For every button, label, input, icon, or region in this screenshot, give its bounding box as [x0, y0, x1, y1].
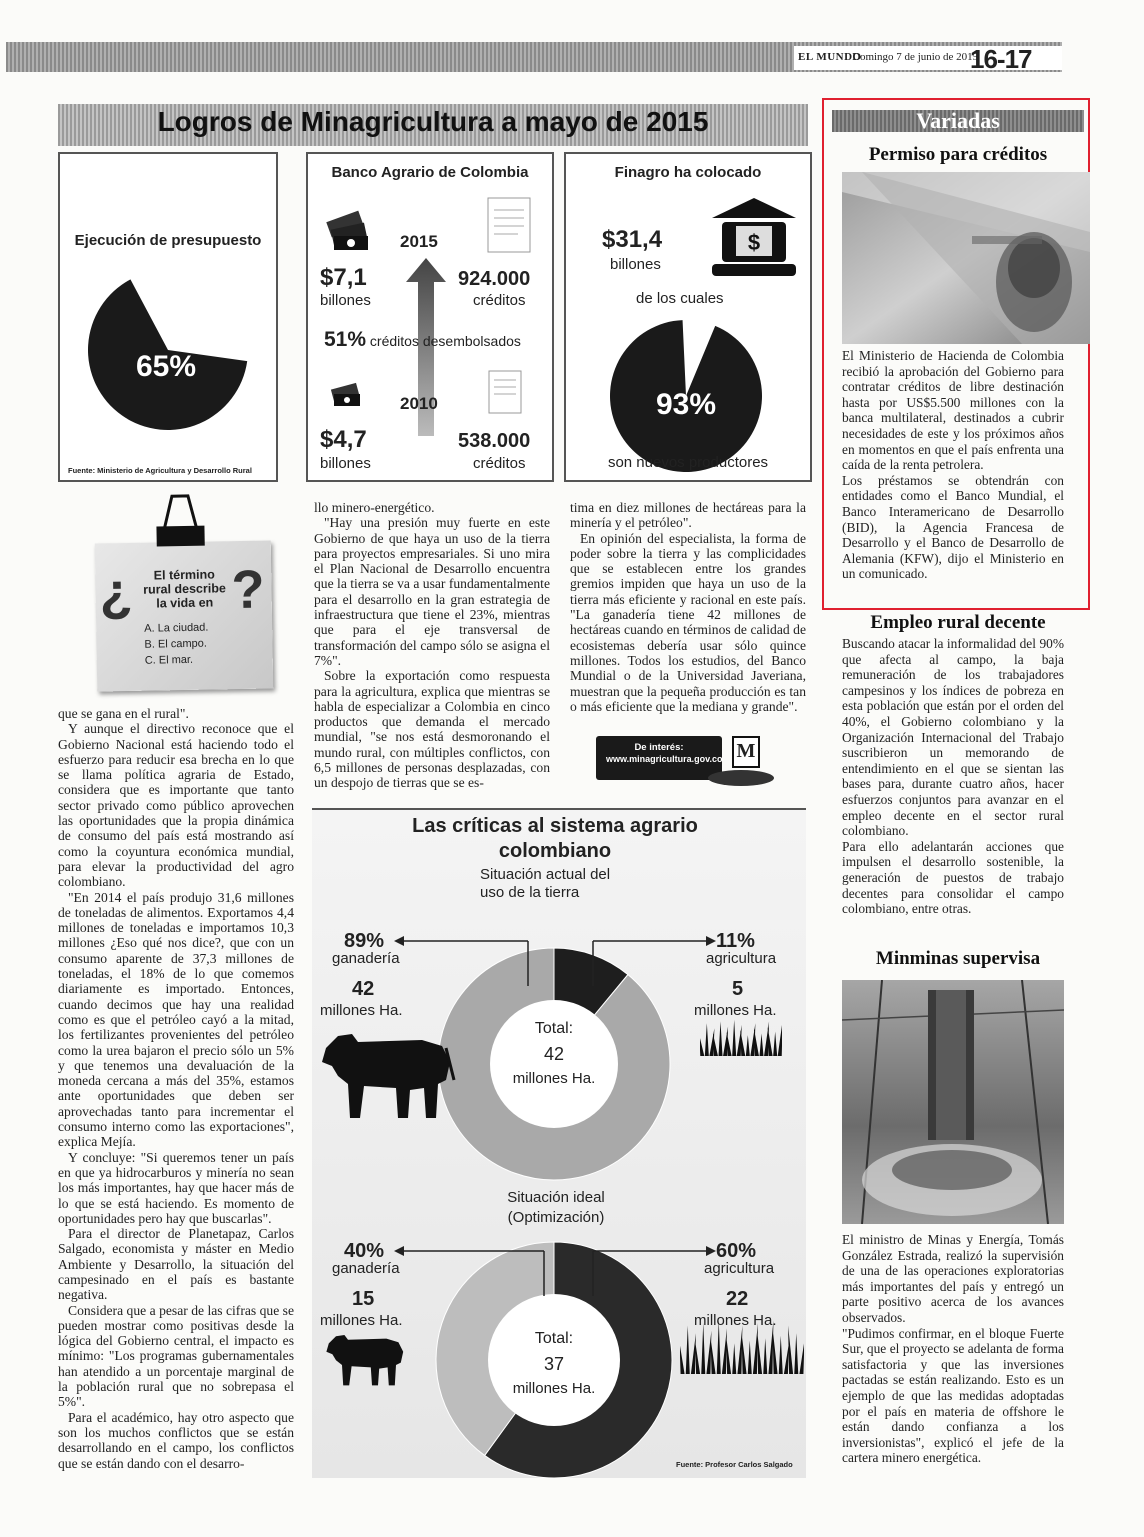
quiz-option-c: C. El mar. [144, 653, 194, 667]
chart1-left-unit: millones Ha. [320, 1002, 403, 1019]
interest-box [596, 736, 780, 788]
col1-paragraph: "En 2014 el país produjo 31,6 millones de toneladas de alimentos. Exportamos 4,4 millones de toneladas e importamos 10,3 millones ¿Eso qué nos dice?, que con un consumo aparente de 37,3 millones de toneladas, el 18% de lo que comemos diariamente es importado. Entonces, cuando decimos que hay una realidad como es que el petróleo cayó a la mitad, los fertilizantes provenientes del petróleo como la urea bajaron el precio sólo un 5% y que tenemos una devaluación de la moneda cercana a más del 35%, estamos ante oportunidades que deben ser aprovechadas tanto para incrementar el consumo interno como las exportaciones", explica Mejía. [58, 889, 294, 1150]
col2-paragraph: "Hay una presión muy fuerte en este Gobierno de que haya un uso de la tierra para proyectos empresariales. Si uno mira el Plan Nacional de Desarrollo encuentra que la tierra se va a usar fundamentalmente para el desarrollo en la gran estrategia de infraestructura que tiene el 23%, mientras que para el eje transversal de transformación del campo sólo se asigna el 7%". [314, 515, 550, 668]
chart2-left-name: ganadería [332, 1260, 400, 1277]
chart1-left-name: ganadería [332, 950, 400, 967]
col2-paragraph: llo minero-energético. [314, 500, 435, 515]
col3-paragraph: tima en diez millones de hectáreas para la minería y el petróleo". [570, 500, 806, 531]
banco-agrario-title: Banco Agrario de Colombia [331, 164, 529, 181]
story2-body [842, 636, 1064, 917]
chart2-center-unit: millones Ha. [512, 1380, 596, 1397]
grass-icon-large [680, 1318, 804, 1374]
interest-oval [708, 770, 774, 786]
story2-paragraph: Para ello adelantarán acciones que impulsen el desarrollo sostenible, la generación de puestos de trabajo decentes para consolidar el campo colombiano, entre otras. [842, 838, 1064, 917]
document-icon-small [486, 368, 526, 418]
chart1-right-name: agricultura [706, 950, 777, 967]
chart2-right-amount: 22 [726, 1288, 749, 1310]
story1-paragraph: Los préstamos se obtendrán con entidades como el Banco Mundial, el Banco Interamericano de Desarrollo (BID), la Agencia Francesa de Desarrollo y el Banco de Desarrollo de Alemania (KFW), dijo el Ministerio en un comunicado. [842, 472, 1064, 582]
story1-photo [842, 172, 1090, 344]
money-icon [324, 208, 372, 256]
budget-value: 65% [135, 350, 197, 383]
grass-icon [700, 1018, 782, 1056]
svg-text:$: $ [747, 230, 761, 255]
amount-2015: $7,1 [320, 264, 367, 291]
interest-label: De interés: [634, 742, 684, 753]
col1-paragraph: Y concluye: "Si queremos tener un país en que ya hidrocarburos y minería no sean los más importantes, hay que hacer más de lo que se está haciendo. Es momento de oportunidades pero hay que buscarlas". [58, 1149, 294, 1226]
header-info [794, 44, 1062, 74]
story2-paragraph: Buscando atacar la informalidad del 90% que afecta al campo, la baja remuneración de los trabajadores campesinos y los índices de pobreza en esta población que están por el orden del 40%, el Gobierno colombiano y la Organización Internacional del Trabajo suscribieron un memorando de entendimiento en el que se sientan las bases para, durante cuatro años, hacer esfuerzos conjuntos para avanzar en el empleo decente en el sector rural colombiano. [842, 636, 1064, 839]
year-2015: 2015 [400, 232, 438, 251]
chart2-right-unit: millones Ha. [694, 1312, 777, 1329]
story1-title: Permiso para créditos [868, 144, 1048, 165]
col1-paragraph: Para el académico, hay otro aspecto que son los muchos conflictos que se están desarrollando en el campo, los conflictos que se están dando con el desarro- [58, 1409, 294, 1471]
chart1-center-unit: millones Ha. [512, 1070, 596, 1087]
article-column-1 [58, 706, 294, 1471]
disbursed-row [324, 328, 521, 352]
finagro-amount-unit: billones [610, 256, 661, 273]
budget-source: Fuente: Ministerio de Agricultura y Desarrollo Rural [68, 466, 252, 475]
cow-icon-small [324, 1330, 408, 1388]
chart1-right-amount: 5 [732, 978, 744, 1000]
story3-body [842, 1232, 1064, 1466]
paper-name: EL MUNDO [798, 51, 862, 63]
chart2-title: Situación ideal (Optimización) [507, 1189, 605, 1226]
money-icon-small [330, 380, 364, 410]
interest-logo: M [732, 736, 760, 768]
col2-paragraph: Sobre la exportación como respuesta para la agricultura, explica que mientras se habla de especializar a Colombia en cinco productos que demanda el mercado mundial, "se nos está desmoronando el mundo rural, con múltiples conflictos, con 6,5 millones de personas desplazadas, con un despojo de tierras que se es- [314, 668, 550, 791]
amount-2010: $4,7 [320, 426, 367, 453]
budget-panel [58, 152, 278, 482]
cow-icon [318, 1026, 458, 1122]
criticas-source: Fuente: Profesor Carlos Salgado [676, 1460, 793, 1469]
col1-paragraph: Y aunque el directivo reconoce que el Gobierno Nacional está haciendo todo el esfuerzo para reducir esa brecha en lo que se llama política agraria de Estado, considera que es importante que tanto sector privado como público aprovechen las oportunidades que la propia dinámica de consumo del país está mostrando así como la coyuntura económica mundial, para elevar la productividad del agro colombiano. [58, 721, 294, 890]
finagro-title: Finagro ha colocado [614, 164, 762, 181]
interest-url[interactable]: www.minagricultura.gov.co [606, 754, 723, 764]
page-numbers: 16-17 [970, 44, 1032, 74]
finagro-value: 93% [655, 388, 717, 421]
finagro-of-which: de los cuales [636, 290, 724, 307]
chart1-center-label: Total: [534, 1020, 574, 1037]
header-date: Domingo 7 de junio de 2015 [852, 51, 979, 63]
amount-2015-unit: billones [320, 292, 371, 309]
year-2010: 2010 [400, 394, 438, 413]
document-icon [484, 194, 536, 256]
story2-title: Empleo rural decente [870, 612, 1046, 633]
chart1-left-pct: 89% [344, 930, 385, 952]
clip-icon [152, 492, 209, 557]
col1-paragraph: que se gana en el rural". [58, 706, 189, 721]
chart2-left-amount: 15 [352, 1288, 375, 1310]
chart2-left-pct: 40% [344, 1240, 385, 1262]
chart1-right-pct: 11% [716, 930, 755, 952]
chart1-left-amount: 42 [352, 978, 375, 1000]
quiz-open-mark: ¿ [99, 561, 134, 623]
col3-paragraph: En opinión del especialista, la forma de poder sobre la tierra y las complicidades que se establecen entre los grandes gremios impiden que haya un uso de la tierra más eficiente y racional en este país. "La ganadería tiene 42 millones de hectáreas cuando en términos de calidad de ecosistemas debería usar sólo quince millones. Todos los estudios, del Banco Mundial o de la Universidad Javeriana, muestran que la pequeña producción es tan o más eficiente que la mediana y grande". [570, 530, 806, 714]
disbursed-label: créditos desembolsados [369, 333, 521, 349]
budget-title: Ejecución de presupuesto [74, 232, 262, 249]
quiz-option-b: B. El campo. [144, 637, 207, 651]
story3-paragraph: El ministro de Minas y Energía, Tomás González Estrada, realizó la supervisión de una de las operaciones exploratorias más importantes del país y entregó un parte positivo acerca de los avances observados. [842, 1232, 1064, 1325]
credits-2015: 924.000 [458, 268, 531, 290]
story3-photo [842, 980, 1064, 1224]
chart2-left-unit: millones Ha. [320, 1312, 403, 1329]
quiz-card [95, 540, 274, 691]
bank-icon [708, 194, 800, 282]
amount-2010-unit: billones [320, 455, 371, 472]
finagro-amount: $31,4 [602, 226, 663, 253]
col1-paragraph: Para el director de Planetapaz, Carlos Salgado, economista y máster en Medio Ambiente y Desarrollo, la situación del campesinado en el país es bastante negativa. [58, 1226, 294, 1303]
criticas-title: Las críticas al sistema agrario colombiano [412, 815, 698, 862]
story1-paragraph: El Ministerio de Hacienda de Colombia recibió la aprobación del Gobierno para contratar créditos de libre destinación hasta por US$5.500 millones con la banca multilateral, destinados a cubrir necesidades de este y los próximos años en momentos en que el país enfrenta una caída de la renta petrolera. [842, 348, 1064, 473]
chart2-center-label: Total: [534, 1330, 574, 1347]
chart1-leader-lines [388, 930, 728, 990]
story1-body [842, 348, 1064, 582]
sidebar-section-label: Variadas [916, 108, 1000, 133]
chart2-right-pct: 60% [716, 1240, 757, 1262]
story3-title: Minminas supervisa [875, 948, 1041, 969]
article-column-3 [570, 500, 806, 714]
disbursed-pct: 51% [324, 328, 367, 351]
article-column-2 [314, 500, 550, 791]
chart1-right-unit: millones Ha. [694, 1002, 777, 1019]
infographic-title: Logros de Minagricultura a mayo de 2015 [157, 106, 709, 137]
chart1-title: Situación actual del uso de la tierra [480, 866, 611, 901]
finagro-caption: son nuevos productores [607, 454, 769, 471]
col1-paragraph: Considera que a pesar de las cifras que se pueden mostrar como positivas desde la lógica del Gobierno central, el impacto es mínimo: "Los programas gubernamentales han atendido a un porcentaje marginal de la población rural que no sobrepasa el 5%". [58, 1302, 294, 1410]
quiz-option-a: A. La ciudad. [144, 621, 209, 635]
quiz-close-mark: ? [231, 559, 266, 621]
chart2-leader-lines [388, 1240, 728, 1300]
finagro-panel [564, 152, 812, 482]
chart2-center-value: 37 [543, 1354, 565, 1374]
credits-2010: 538.000 [458, 430, 531, 452]
chart2-right-name: agricultura [704, 1260, 775, 1277]
chart1-center-value: 42 [543, 1044, 565, 1064]
banco-agrario-panel [306, 152, 554, 482]
story3-paragraph: "Pudimos confirmar, en el bloque Fuerte Sur, que el proyecto se adelanta de forma satisfactoria y que las inversiones pactadas se están realizando. Esto es un ejemplo de que las medidas adoptadas por el país en materia de offshore le están dando confianza a los inversionistas", explicó el jefe de la cartera minero energética. [842, 1325, 1064, 1466]
credits-2010-unit: créditos [473, 455, 526, 472]
credits-2015-unit: créditos [473, 292, 526, 309]
quiz-question: El término rural describe la vida en [143, 567, 226, 611]
